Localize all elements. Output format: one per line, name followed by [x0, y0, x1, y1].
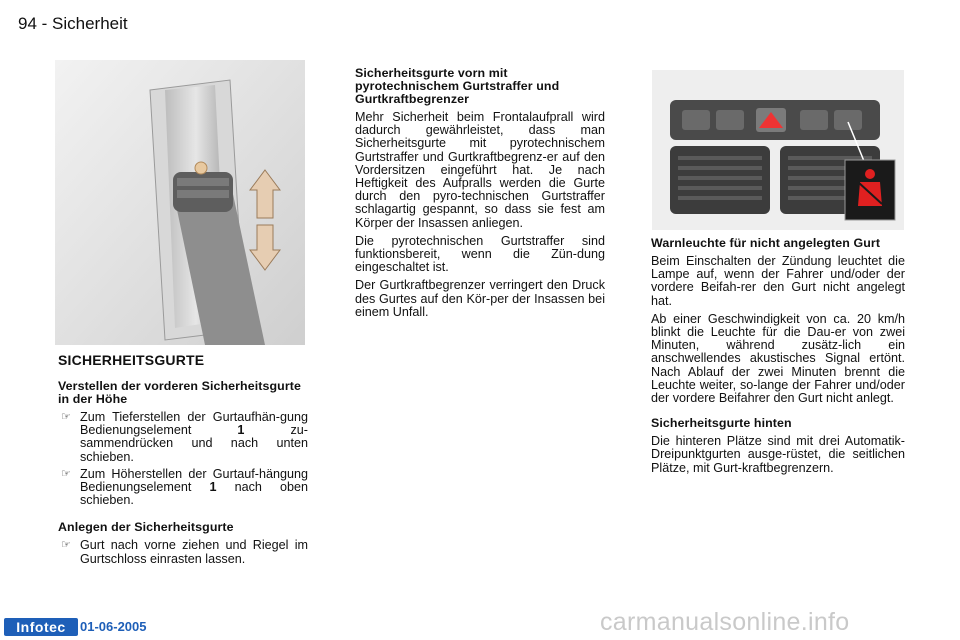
list-item: ☞ Zum Höherstellen der Gurtauf-hängung Bedienungselement 1 nach oben schieben.: [61, 466, 308, 508]
section-title: SICHERHEITSGURTE: [58, 352, 205, 368]
pointer-icon: ☞: [61, 411, 71, 423]
pointer-icon: ☞: [61, 467, 71, 480]
left-column: [58, 380, 308, 570]
belt-adjuster-illustration: [55, 60, 305, 345]
footer-date: 01-06-2005: [80, 619, 147, 634]
seatbelt-warning-illustration: [652, 70, 904, 230]
heading-pretensioner: Sicherheitsgurte vorn mit pyrotechnischem Gurtstraffer und Gurtkraftbegrenzer: [355, 66, 560, 106]
heading-height-adjust: Verstellen der vorderen Sicherheitsgurte in der Höhe: [58, 379, 301, 406]
watermark: carmanualsonline.info: [600, 608, 850, 636]
infotec-logo: Infotec: [4, 618, 78, 636]
list-item: ☞ Zum Tieferstellen der Gurtaufhän-gung Bedienungselement 1 zu-sammendrücken und nach unten schieben.: [61, 410, 308, 464]
heading-rear-belts: Sicherheitsgurte hinten: [651, 416, 792, 431]
list-item: ☞ Gurt nach vorne ziehen und Riegel im Gurtschloss einrasten lassen.: [61, 538, 308, 566]
heading-warning-light: Warnleuchte für nicht angelegten Gurt: [651, 236, 881, 250]
paragraph: Der Gurtkraftbegrenzer verringert den Druck des Gurtes auf den Kör-per der Insassen bei einem Unfall.: [355, 278, 605, 319]
page-title: 94 - Sicherheit: [18, 14, 128, 33]
paragraph: Ab einer Geschwindigkeit von ca. 20 km/h blinkt die Leuchte für die Dau-er von zwei Minuten, während zusätz-lich ein anschwellendes akustisches Signal ertönt. Nach Ablauf der zwei Minuten brennt die Leuchte weiter, so-lange der Fahrer und/oder der vordere Beifahrer den Gurt nicht anlegt.: [651, 311, 905, 406]
paragraph: Die pyrotechnischen Gurtstraffer sind funktionsbereit, wenn die Zün-dung eingeschaltet ist.: [355, 233, 605, 275]
pointer-icon: ☞: [61, 539, 71, 552]
right-column: [651, 237, 905, 480]
paragraph: Beim Einschalten der Zündung leuchtet die Lampe auf, wenn der Fahrer und/oder der vordere Beifah-rer den Gurt nicht angelegt hat.: [651, 254, 905, 308]
seatbelt-warning-icon: [845, 160, 895, 220]
paragraph: Die hinteren Plätze sind mit drei Automatik-Dreipunktgurten ausge-rüstet, die seitlichen Plätze, mit Gurt-kraftbegrenzern.: [651, 434, 905, 475]
paragraph: Mehr Sicherheit beim Frontalaufprall wird dadurch gewährleistet, dass man Sicherheitsgurte mit pyrotechnischem Gurtstraffer und Gurtkraftbegrenz-er auf den Vordersitzen eingeführt hat. Je nach Heftigkeit des Aufpralls werden die Gurte durch den pyro-technischen Gurtstraffer schlagartig gespannt, so dass sie fest am Körper der Insassen anliegen.: [355, 110, 605, 230]
middle-column: [355, 67, 605, 324]
heading-fasten-belts: Anlegen der Sicherheitsgurte: [58, 520, 234, 535]
